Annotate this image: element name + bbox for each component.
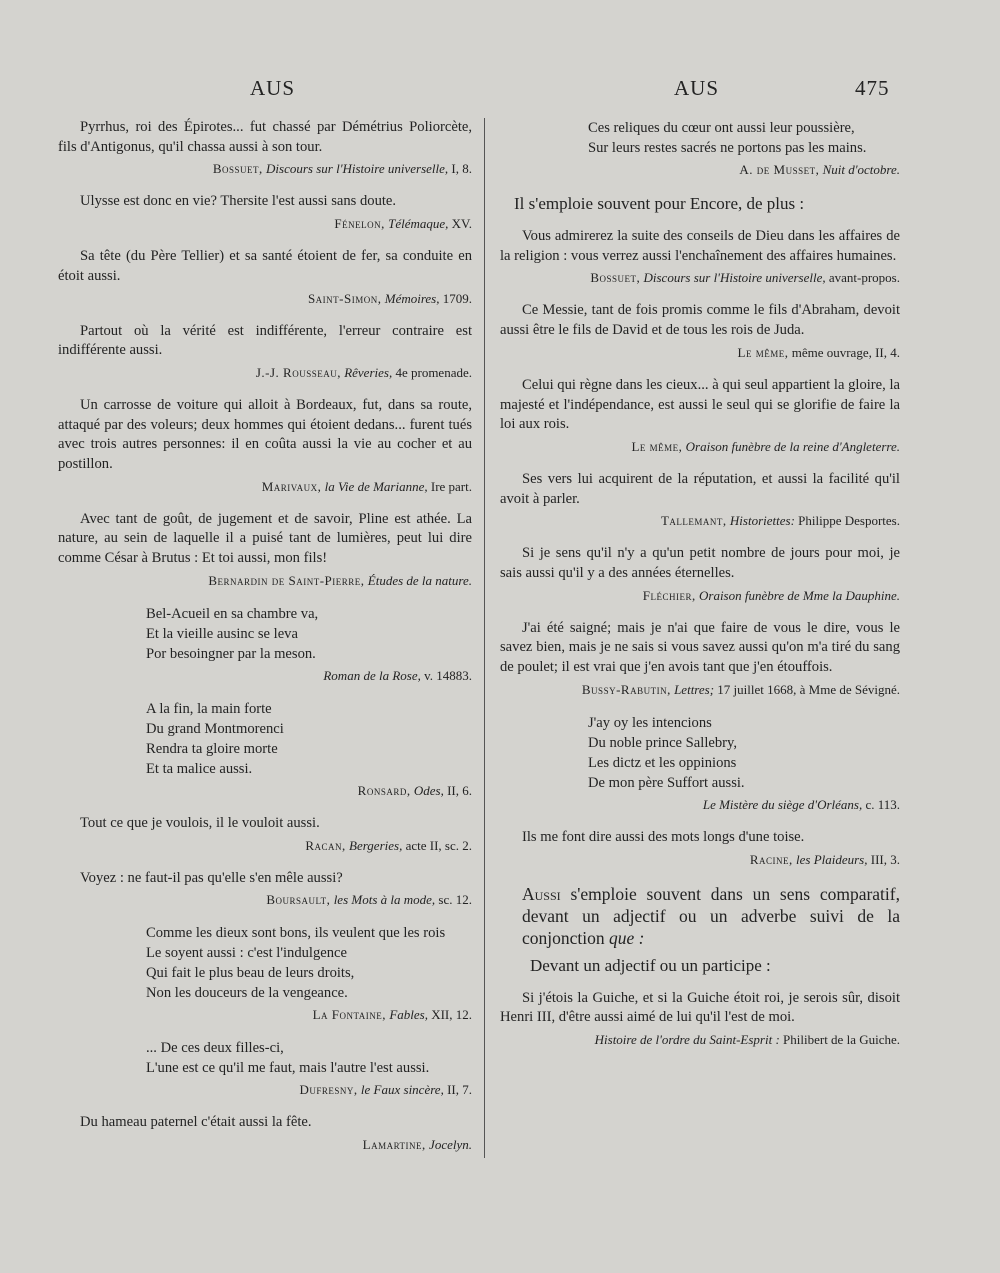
verse-line: Bel-Acueil en sa chambre va, <box>146 605 319 622</box>
citation-work: Études de la nature. <box>367 572 472 588</box>
quotation <box>58 923 472 1024</box>
citation <box>500 587 900 605</box>
quotation <box>58 247 472 307</box>
citation <box>58 667 472 685</box>
citation-work: Histoire de l'ordre du Saint-Esprit : <box>594 1031 780 1047</box>
citation <box>58 1081 472 1099</box>
quotation <box>58 604 472 685</box>
citation-author: Fléchier, <box>642 587 696 603</box>
citation-ref: acte II, sc. 2. <box>405 837 472 853</box>
citation-work: Roman de la Rose, <box>323 667 421 683</box>
citation-ref: avant-propos. <box>828 270 900 286</box>
quote-text: Si j'étois la Guiche, et si la Guiche étoit roi, je serois sûr, disoit Henri III, d'être aussi aimé de lui qu'il l'est de moi. <box>500 989 900 1026</box>
citation <box>500 851 900 869</box>
citation <box>58 1136 472 1154</box>
citation-work: les Plaideurs, <box>796 851 868 867</box>
citation-work: la Vie de Marianne, <box>324 478 428 494</box>
quotation <box>58 396 472 496</box>
citation-ref: c. 113. <box>865 796 900 812</box>
right-column <box>500 118 900 1063</box>
citation-author: Racine, <box>749 851 793 867</box>
quote-text: Celui qui règne dans les cieux... à qui seul appartient la gloire, la majesté et l'indépendance, est aussi le seul qui se glorifie de faire la loi aux rois. <box>500 376 900 433</box>
citation-author: Bossuet, <box>212 161 263 177</box>
quote-text: Un carrosse de voiture qui alloit à Bordeaux, fut, dans sa route, attaqué par des voleurs; deux hommes qui étoient dedans... furent tués avec trois autres personnes: il en coûta aussi la vie au cocher et au postillon. <box>58 396 472 473</box>
citation-author: Dufresny, <box>299 1082 358 1098</box>
quotation <box>58 1113 472 1154</box>
verse-block <box>146 604 472 664</box>
quote-text: Partout où la vérité est indifférente, l'erreur contraire est indifférente aussi. <box>58 322 472 359</box>
citation-author: Bussy-Rabutin, <box>581 681 671 697</box>
quotation <box>58 192 472 233</box>
citation <box>500 512 900 530</box>
citation-author: Saint-Simon, <box>307 290 382 306</box>
heading-que: que : <box>609 927 645 948</box>
citation-ref: v. 14883. <box>424 667 472 683</box>
citation <box>500 161 900 179</box>
quotation <box>500 227 900 287</box>
citation-work: Oraison funèbre de Mme la Dauphine. <box>699 587 900 603</box>
heading-body: s'emploie souvent dans un sens comparatif, devant un adjectif ou un adverbe suivi de la conjonction <box>522 883 900 948</box>
citation <box>58 160 472 178</box>
quotation <box>58 322 472 382</box>
quote-text: Ses vers lui acquirent de la réputation, et aussi la facilité qu'il avoit à parler. <box>500 470 900 507</box>
left-column <box>58 118 472 1168</box>
quotation <box>58 699 472 800</box>
citation-ref: II, 7. <box>447 1082 472 1098</box>
verse-line: Qui fait le plus beau de leurs droits, <box>146 965 355 982</box>
quotation <box>58 510 472 590</box>
citation-ref: XII, 12. <box>431 1007 472 1023</box>
citation-work: Fables, <box>389 1007 428 1023</box>
verse-line: Non les douceurs de la vengeance. <box>146 985 348 1002</box>
citation-author: La Fontaine, <box>312 1007 387 1023</box>
verse-line: ... De ces deux filles-ci, <box>146 1040 284 1057</box>
verse-block <box>146 699 472 779</box>
verse-line: J'ay oy les intencions <box>588 714 712 731</box>
citation <box>500 681 900 699</box>
citation-work: les Mots à la mode, <box>333 892 436 908</box>
quote-text: Ulysse est donc en vie? Thersite l'est aussi sans doute. <box>80 193 397 210</box>
section-heading-comparatif <box>522 883 900 949</box>
citation-work: Discours sur l'Histoire universelle, <box>266 161 449 177</box>
verse-line: Le soyent aussi : c'est l'indulgence <box>146 945 348 962</box>
citation-work: Rêveries, <box>344 364 393 380</box>
quotation <box>500 828 900 869</box>
quotation <box>500 470 900 530</box>
quotation <box>58 1038 472 1099</box>
verse-line: Rendra ta gloire morte <box>146 740 278 757</box>
verse-line: Et la vieille ausinc se leva <box>146 625 298 642</box>
citation-author: Tallemant, <box>660 513 727 529</box>
verse-line: Comme les dieux sont bons, ils veulent que les rois <box>146 925 446 942</box>
verse-line: Et ta malice aussi. <box>146 760 253 777</box>
quotation <box>500 118 900 179</box>
citation <box>58 364 472 382</box>
citation-work: Nuit d'octobre. <box>822 162 900 177</box>
citation <box>500 1031 900 1049</box>
citation <box>500 438 900 456</box>
citation-author: Bernardin de Saint-Pierre, <box>208 572 365 588</box>
verse-block <box>588 713 900 793</box>
citation-work: Odes, <box>413 782 444 798</box>
citation-ref: XV. <box>451 216 472 232</box>
quote-text: Pyrrhus, roi des Épirotes... fut chassé par Démétrius Poliorcète, fils d'Antigonus, qu'il chassa aussi à son tour. <box>58 119 472 155</box>
citation-ref: Philibert de la Guiche. <box>783 1031 900 1047</box>
citation <box>500 796 900 814</box>
quotation <box>500 544 900 604</box>
citation <box>58 837 472 855</box>
heading-lead-word: Aussi <box>522 883 561 904</box>
page-number: 475 <box>855 76 890 100</box>
section-subheading-adjectif: Devant un adjectif ou un participe : <box>530 955 771 975</box>
quotation <box>58 869 472 910</box>
verse-line: De mon père Suffort aussi. <box>588 774 745 791</box>
quote-text: Ce Messie, tant de fois promis comme le fils d'Abraham, devoit aussi être le fils de David et de tous les rois de Juda. <box>500 302 900 339</box>
citation-ref: même ouvrage, II, 4. <box>791 344 900 360</box>
verse-line: Du grand Montmorenci <box>146 720 284 737</box>
quote-text: Vous admirerez la suite des conseils de Dieu dans les affaires de la religion : vous verrez aussi l'enchaînement des affaires humaines. <box>500 228 900 264</box>
column-rule <box>484 118 485 1158</box>
citation <box>500 269 900 287</box>
quote-text: Ils me font dire aussi des mots longs d'une toise. <box>522 828 805 845</box>
citation <box>58 891 472 909</box>
citation-ref: 4e promenade. <box>395 364 472 380</box>
citation-author: Marivaux, <box>261 478 322 494</box>
citation-ref: Philippe Desportes. <box>798 513 900 529</box>
citation <box>500 344 900 362</box>
verse-line: L'une est ce qu'il me faut, mais l'autre l'est aussi. <box>146 1060 430 1077</box>
citation-work: Mémoires, <box>384 290 440 306</box>
quotation <box>500 989 900 1049</box>
quote-text: Voyez : ne faut-il pas qu'elle s'en mêle aussi? <box>80 869 343 886</box>
citation <box>58 572 472 590</box>
running-head-center: AUS <box>674 76 720 100</box>
verse-line: Les dictz et les oppinions <box>588 754 737 771</box>
verse-line: A la fin, la main forte <box>146 700 272 717</box>
citation <box>58 1006 472 1024</box>
citation-ref: Ire part. <box>430 478 472 494</box>
quotation <box>58 814 472 855</box>
citation-work: Le Mistère du siège d'Orléans, <box>702 796 863 812</box>
citation-author: Lamartine, <box>362 1136 426 1152</box>
quote-text: Sa tête (du Père Tellier) et sa santé étoient de fer, sa conduite en étoit aussi. <box>58 248 472 284</box>
quotation <box>58 118 472 178</box>
citation-ref: I, 8. <box>451 161 472 177</box>
quotation <box>500 619 900 699</box>
citation-ref: II, 6. <box>447 782 472 798</box>
citation-ref: sc. 12. <box>438 892 472 908</box>
quotation <box>500 376 900 456</box>
citation-author: Racan, <box>305 837 346 853</box>
section-heading-encore: Il s'emploie souvent pour Encore, de plus : <box>514 194 805 213</box>
citation-work: Lettres; <box>674 681 715 697</box>
verse-line: Ces reliques du cœur ont aussi leur poussière, <box>588 120 855 136</box>
quotation <box>500 301 900 361</box>
citation <box>58 215 472 233</box>
quote-text: Du hameau paternel c'était aussi la fête. <box>80 1114 312 1131</box>
citation-ref: 1709. <box>442 290 472 306</box>
verse-block <box>146 1038 472 1078</box>
citation-work: Discours sur l'Histoire universelle, <box>643 270 826 286</box>
citation-author: A. de Musset, <box>739 162 820 177</box>
citation-work: Télémaque, <box>388 216 449 232</box>
citation <box>58 782 472 800</box>
citation-ref: III, 3. <box>870 851 900 867</box>
citation-author: Bossuet, <box>590 270 641 286</box>
quotation <box>500 713 900 814</box>
running-head-left: AUS <box>250 76 296 100</box>
verse-line: Por besoingner par la meson. <box>146 645 316 662</box>
citation-author: Le même, <box>737 344 789 360</box>
quote-text: J'ai été saigné; mais je n'ai que faire de vous le dire, vous le savez bien, mais je ne sais si vous savez aussi qu'on m'a tiré du sang de poulet; il est vrai que j'en avois tant que j'en étouffois. <box>500 619 900 676</box>
verse-block <box>146 923 472 1003</box>
verse-block <box>588 118 900 158</box>
citation-work: le Faux sincère, <box>360 1082 444 1098</box>
citation-author: Boursault, <box>266 892 331 908</box>
citation-author: Fénelon, <box>334 216 385 232</box>
verse-line: Sur leurs restes sacrés ne portons pas les mains. <box>588 140 867 156</box>
quote-text: Si je sens qu'il n'y a qu'un petit nombre de jours pour moi, je sais aussi qu'il y a des années éternelles. <box>500 545 900 582</box>
verse-line: Du noble prince Sallebry, <box>588 734 738 751</box>
citation-author: Ronsard, <box>357 782 411 798</box>
citation-work: Historiettes: <box>729 513 795 529</box>
citation-author: J.-J. Rousseau, <box>255 364 341 380</box>
citation <box>58 290 472 308</box>
citation-work: Jocelyn. <box>429 1136 472 1152</box>
citation-work: Oraison funèbre de la reine d'Angleterre. <box>685 438 900 454</box>
citation-ref: 17 juillet 1668, à Mme de Sévigné. <box>717 681 900 697</box>
citation-work: Bergeries, <box>349 837 403 853</box>
citation <box>58 478 472 496</box>
citation-author: Le même, <box>631 438 683 454</box>
quote-text: Tout ce que je voulois, il le vouloit aussi. <box>80 814 320 831</box>
quote-text: Avec tant de goût, de jugement et de savoir, Pline est athée. La nature, au sein de laquelle il a puisé tant de lumières, peut lui dire comme César à Brutus : Et toi aussi, mon fils! <box>58 510 472 567</box>
